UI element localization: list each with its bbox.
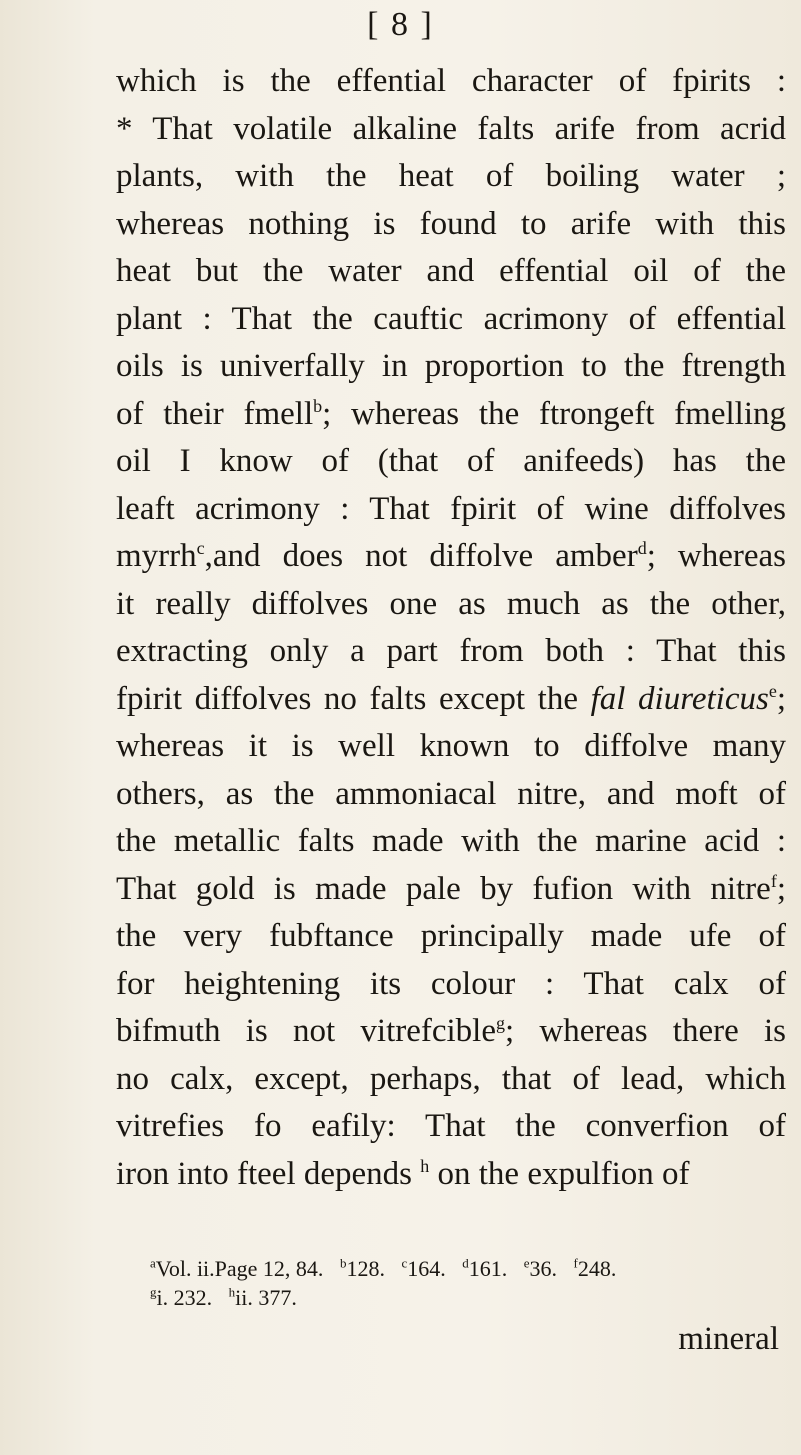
text-line: oils is univerfally in proportion to the ftrength (116, 348, 786, 384)
footnote-mark: c (196, 538, 205, 558)
text-line: which is the effential character of fpirits : (116, 63, 786, 99)
text-line: bifmuth is not vitrefcible$^g$; whereas there is (116, 1013, 786, 1049)
body-text (116, 58, 786, 1198)
text-line: others, as the ammoniacal nitre, and moft of (116, 775, 786, 812)
text-line: * That volatile alkaline falts arife from acrid (116, 110, 786, 147)
text-line: vitrefies fo eafily: That the converfion of (116, 1108, 786, 1144)
text-line: the very fubftance principally made ufe of (116, 918, 786, 954)
text-line: the metallic falts made with the marine acid : (116, 823, 786, 859)
text-line: heat but the water and effential oil of the (116, 253, 786, 289)
footnote-mark: g (496, 1013, 506, 1033)
footnote-mark: b (313, 395, 323, 416)
catchword: mineral (678, 1321, 779, 1357)
text-line: That gold is made pale by fufion with nitre$^f$; (116, 870, 786, 907)
footnote-mark: f (770, 870, 777, 891)
text-line: whereas it is well known to diffolve many (116, 728, 786, 764)
footnotes (150, 1254, 780, 1312)
text-line: oil I know of (that of anifeeds) has the (116, 443, 786, 479)
footnote-row: $^g$i. 232. $^h$ii. 377. (150, 1284, 297, 1310)
text-line: fpirit diffolves no falts except the fal diureticus$^e$; (116, 680, 786, 717)
footnote-row: $^a$Vol. ii.Page 12, 84. $^b$128. $^c$164. $^d$161. $^e$36. $^f$248. (150, 1255, 617, 1281)
text-line: for heightening its colour : That calx of (116, 965, 786, 1002)
footnote-mark: h (420, 1155, 430, 1176)
text-line: myrrh$^c$,and does not diffolve amber$^d$; whereas (116, 538, 786, 574)
footnote-mark: e (768, 680, 777, 701)
text-line: leaft acrimony : That fpirit of wine diffolves (116, 490, 786, 527)
page-number-header: [ 8 ] (367, 6, 434, 43)
text-line: extracting only a part from both : That this (116, 633, 786, 669)
text-line: of their fmell$^b$; whereas the ftrongeft fmelling (116, 395, 786, 432)
footnote-mark: d (637, 538, 647, 558)
text-line: it really diffolves one as much as the other, (116, 585, 786, 622)
text-line: plants, with the heat of boiling water ; (116, 158, 786, 194)
text-line: plant : That the cauftic acrimony of effential (116, 300, 786, 337)
text-line: no calx, except, perhaps, that of lead, which (116, 1060, 786, 1097)
text-line: iron into fteel depends $^h$ on the expulfion of (116, 1155, 690, 1192)
text-line: whereas nothing is found to arife with this (116, 205, 786, 242)
